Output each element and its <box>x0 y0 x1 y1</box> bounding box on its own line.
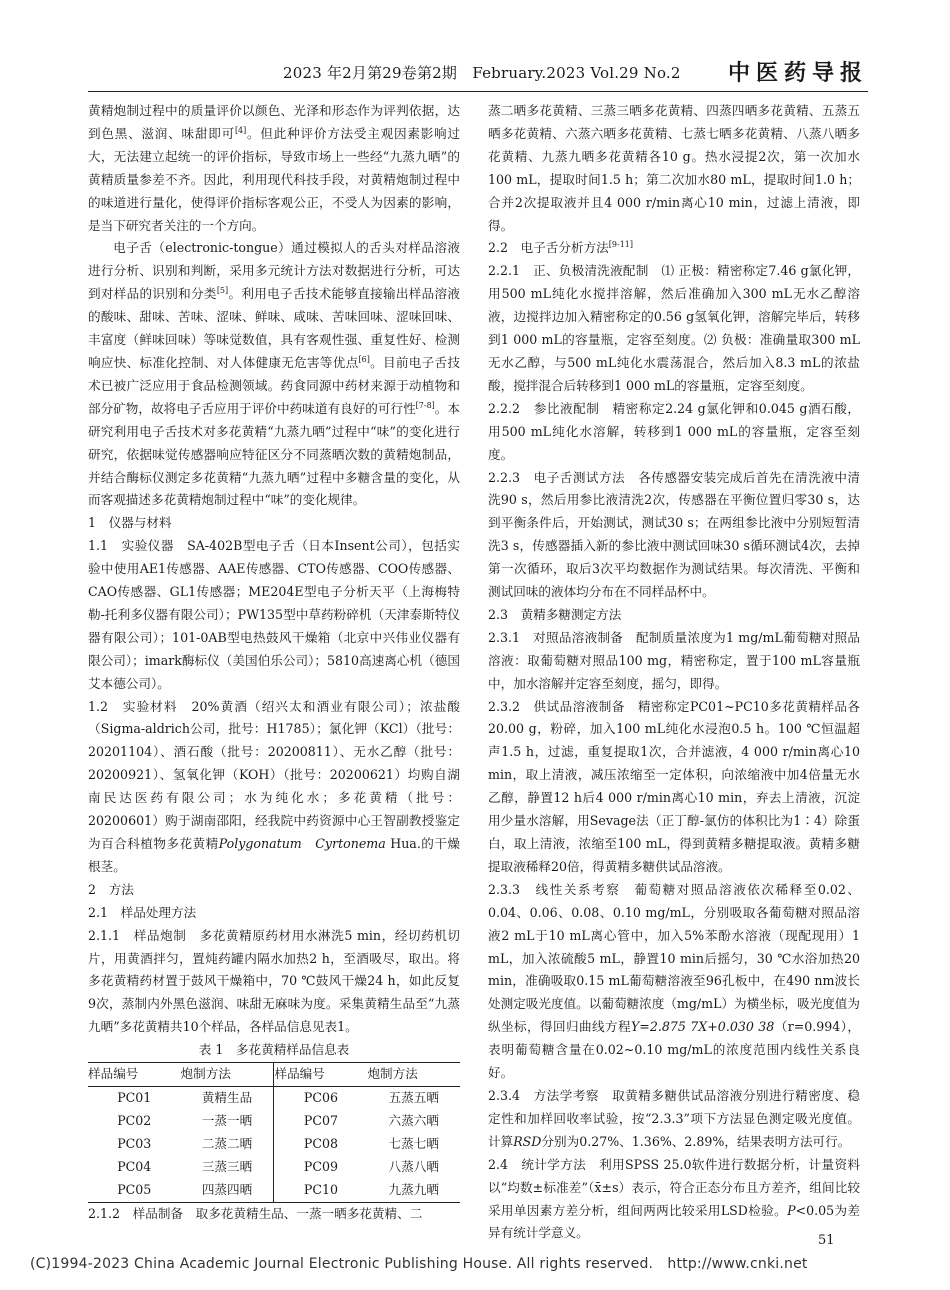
citation[interactable]: [5] <box>216 286 229 296</box>
table-header-row <box>88 1063 460 1087</box>
paragraph: 黄精炮制过程中的质量评价以颜色、光泽和形态作为评判依据，达到色黑、滋润、味甜即可[4]。但此种评价方法受主观因素影响过大，无法建立起统一的评价指标，导致市场上一些经“九蒸九晒”的黄精质量参差不齐。因此，利用现代科技手段，对黄精炮制过程中的味道进行量化，使得评价指标客观公正，不受人为因素的影响，是当下研究者关注的一个方向。 <box>88 103 461 233</box>
table-row: PC04 三蒸三晒 PC09 八蒸八晒 <box>88 1156 460 1179</box>
running-header <box>88 56 868 90</box>
journal-logo: 中医药导报 <box>727 60 868 86</box>
citation[interactable]: [9-11] <box>608 240 633 250</box>
table-header: 样品编号 <box>274 1063 367 1087</box>
copyright-footer: (C)1994-2023 China Academic Journal Electronic Publishing House. All rights reserved. http://www.cnki.net <box>30 1256 808 1272</box>
right-column <box>488 100 860 1245</box>
table-header: 炮制方法 <box>181 1063 274 1087</box>
paragraph: 2.1.1 样品炮制 多花黄精原药材用水淋洗5 min，经切药机切片，用黄酒拌匀，置炖药罐内隔水加热2 h，至酒吸尽，取出。将多花黄精药材置于鼓风干燥箱中，70 ℃鼓风干燥24 h，如此反复9次，蒸制内外黑色滋润、味甜无麻味为度。采集黄精生品至“九蒸九晒”多花黄精共10个样品，各样品信息见表1。 <box>88 927 460 1035</box>
issue-info: 2023 年2月第29卷第2期 February.2023 Vol.29 No.2 <box>283 64 681 82</box>
citation[interactable]: [6] <box>358 354 370 364</box>
header-rule <box>88 91 868 92</box>
table-row: PC05 四蒸四晒 PC10 九蒸九晒 <box>88 1179 460 1202</box>
paragraph: 2.2.1 正、负极清洗液配制 ⑴ 正极：精密称定7.46 g氯化钾，用500 mL纯化水搅拌溶解，然后准确加入300 mL无水乙醇溶液，边搅拌边加入精密称定的0.56 g氢氧化钾，溶解完毕后，转移到1 000 mL的容量瓶，定容至刻度。⑵ 负极：准确量取300 mL无水乙醇，与500 mL纯化水震荡混合，然后加入8.3 mL的浓盐酸，搅拌混合后转移到1 000 mL的容量瓶，定容至刻度。 <box>488 263 861 393</box>
paragraph: 蒸二晒多花黄精、三蒸三晒多花黄精、四蒸四晒多花黄精、五蒸五晒多花黄精、六蒸六晒多花黄精、七蒸七晒多花黄精、八蒸八晒多花黄精、九蒸九晒多花黄精各10 g。热水浸提2次，第一次加水100 mL，提取时间1.5 h；第二次加水80 mL，提取时间1.0 h；合并2次提取液并且4 000 r/min离心10 min，过滤上清液，即得。 <box>488 103 860 233</box>
paragraph: 2.1.2 样品制备 取多花黄精生品、一蒸一晒多花黄精、二 <box>88 1205 423 1221</box>
subsection-heading: 2.3 黄精多糖测定方法 <box>488 606 622 622</box>
page-number: 51 <box>818 1233 835 1248</box>
citation[interactable]: [7-8] <box>415 400 435 410</box>
citation[interactable]: [4] <box>234 125 247 135</box>
subsection-heading: 2.1 样品处理方法 <box>88 904 197 920</box>
table-row: PC01 黄精生品 PC06 五蒸五晒 <box>88 1086 460 1109</box>
table-header: 炮制方法 <box>367 1063 460 1087</box>
paragraph: 2.3.4 方法学考察 取黄精多糖供试品溶液分别进行精密度、稳定性和加样回收率试验，按“2.3.3”项下方法显色测定吸光度值。计算RSD分别为0.27%、1.36%、2.89%，结果表明方法可行。 <box>488 1087 861 1149</box>
paragraph: 2.3.2 供试品溶液制备 精密称定PC01~PC10多花黄精样品各20.00 g，粉碎，加入100 mL纯化水浸泡0.5 h。100 ℃恒温超声1.5 h，过滤，重复提取1次，合并滤液，4 000 r/min离心10 min，取上清液，减压浓缩至一定体积，向浓缩液中加4倍量无水乙醇，静置12 h后4 000 r/min离心10 min，弃去上清液，沉淀用少量水溶解，用Sevage法（正丁醇-氯仿的体积比为1∶4）除蛋白，取上清液，浓缩至100 mL，得到黄精多糖提取液。黄精多糖提取液稀释20倍，得黄精多糖供试品溶液。 <box>488 698 861 874</box>
paragraph: 2.3.3 线性关系考察 葡萄糖对照品溶液依次稀释至0.02、0.04、0.06、0.08、0.10 mg/mL，分别吸取各葡萄糖对照品溶液2 mL于10 mL离心管中，加入5%苯酚水溶液（现配现用）1 mL，加入浓硫酸5 mL，静置10 min后摇匀，30 ℃水浴加热20 min，准确吸取0.15 mL葡萄糖溶液至96孔板中，在490 nm波长处测定吸光度值。以葡萄糖浓度（mg/mL）为横坐标，吸光度值为纵坐标，得回归曲线方程Y=2.875 7X+0.030 38（r=0.994），表明葡萄糖含量在0.02~0.10 mg/mL的浓度范围内线性关系良好。 <box>488 881 861 1081</box>
table-header: 样品编号 <box>88 1063 181 1087</box>
paragraph: 2.4 统计学方法 利用SPSS 25.0软件进行数据分析，计量资料以“均数±标准差”（x̄±s）表示，符合正态分布且方差齐，组间比较采用单因素方差分析，组间两两比较采用LSD检验。P<0.05为差异有统计学意义。 <box>488 1156 861 1241</box>
sample-table <box>88 1062 460 1202</box>
section-heading: 1 仪器与材料 <box>88 515 172 531</box>
left-column <box>88 100 460 1225</box>
table-row: PC02 一蒸一晒 PC07 六蒸六晒 <box>88 1110 460 1133</box>
paragraph: 2.3.1 对照品溶液制备 配制质量浓度为1 mg/mL葡萄糖对照品溶液：取葡萄糖对照品100 mg，精密称定，置于100 mL容量瓶中，加水溶解并定容至刻度，摇匀，即得。 <box>488 629 860 691</box>
table-caption: 表 1 多花黄精样品信息表 <box>198 1042 350 1058</box>
table-row: PC03 二蒸二晒 PC08 七蒸七晒 <box>88 1133 460 1156</box>
paragraph: 1.2 实验材料 20%黄酒（绍兴太和酒业有限公司）；浓盐酸（Sigma-aldrich公司，批号：H1785）；氯化钾（KCl）（批号：20201104）、酒石酸（批号：20200811）、无水乙醇（批号：20200921）、氢氧化钾（KOH）（批号：20200621）均购自湖南民达医药有限公司；水为纯化水；多花黄精（批号：20200601）购于湖南邵阳，经我院中药资源中心王智副教授鉴定为百合科植物多花黄精Polygonatum Cyrtonema Hua.的干燥根茎。 <box>88 698 461 874</box>
paragraph: 1.1 实验仪器 SA-402B型电子舌（日本Insent公司），包括实验中使用AE1传感器、AAE传感器、CTO传感器、COO传感器、CAO传感器、GL1传感器；ME204E型电子分析天平（上海梅特勒-托利多仪器有限公司）；PW135型中草药粉碎机（天津泰斯特仪器有限公司）；101-0AB型电热鼓风干燥箱（北京中兴伟业仪器有限公司）；imark酶标仪（美国伯乐公司）；5810高速离心机（德国艾本德公司）。 <box>88 538 460 691</box>
paragraph: 电子舌（electronic-tongue）通过模拟人的舌头对样品溶液进行分析、识别和判断，采用多元统计方法对数据进行分析，可达到对样品的识别和分类[5]。利用电子舌技术能够直接输出样品溶液的酸味、甜味、苦味、涩味、鲜味、咸味、苦味回味、涩味回味、丰富度（鲜味回味）等味觉数值，具有客观性强、重复性好、检测响应快、标准化控制、对人体健康无危害等优点[6]。目前电子舌技术已被广泛应用于食品检测领域。药食同源中药材来源于动植物和部分矿物，故将电子舌应用于评价中药味道有良好的可行性[7-8]。本研究利用电子舌技术对多花黄精“九蒸九晒”过程中“味”的变化进行研究，依据味觉传感器响应特征区分不同蒸晒次数的黄精炮制品，并结合酶标仪测定多花黄精“九蒸九晒”过程中多糖含量的变化，从而客观描述多花黄精炮制过程中“味”的变化规律。 <box>88 240 461 508</box>
paragraph: 2.2.2 参比液配制 精密称定2.24 g氯化钾和0.045 g酒石酸，用500 mL纯化水溶解，转移到1 000 mL的容量瓶，定容至刻度。 <box>488 400 861 462</box>
section-heading: 2 方法 <box>88 881 134 897</box>
paragraph: 2.2.3 电子舌测试方法 各传感器安装完成后首先在清洗液中清洗90 s，然后用参比液清洗2次，传感器在平衡位置归零30 s，达到平衡条件后，开始测试，测试30 s；在两组参比液中分别短暂清洗3 s，传感器插入新的参比液中测试回味30 s循环测试4次，去掉第一次循环，取后3次平均数据作为测试结果。每次清洗、平衡和测试回味的液体均分布在不同样品杯中。 <box>488 469 861 600</box>
subsection-heading: 2.2 电子舌分析方法[9-11] <box>488 240 633 256</box>
